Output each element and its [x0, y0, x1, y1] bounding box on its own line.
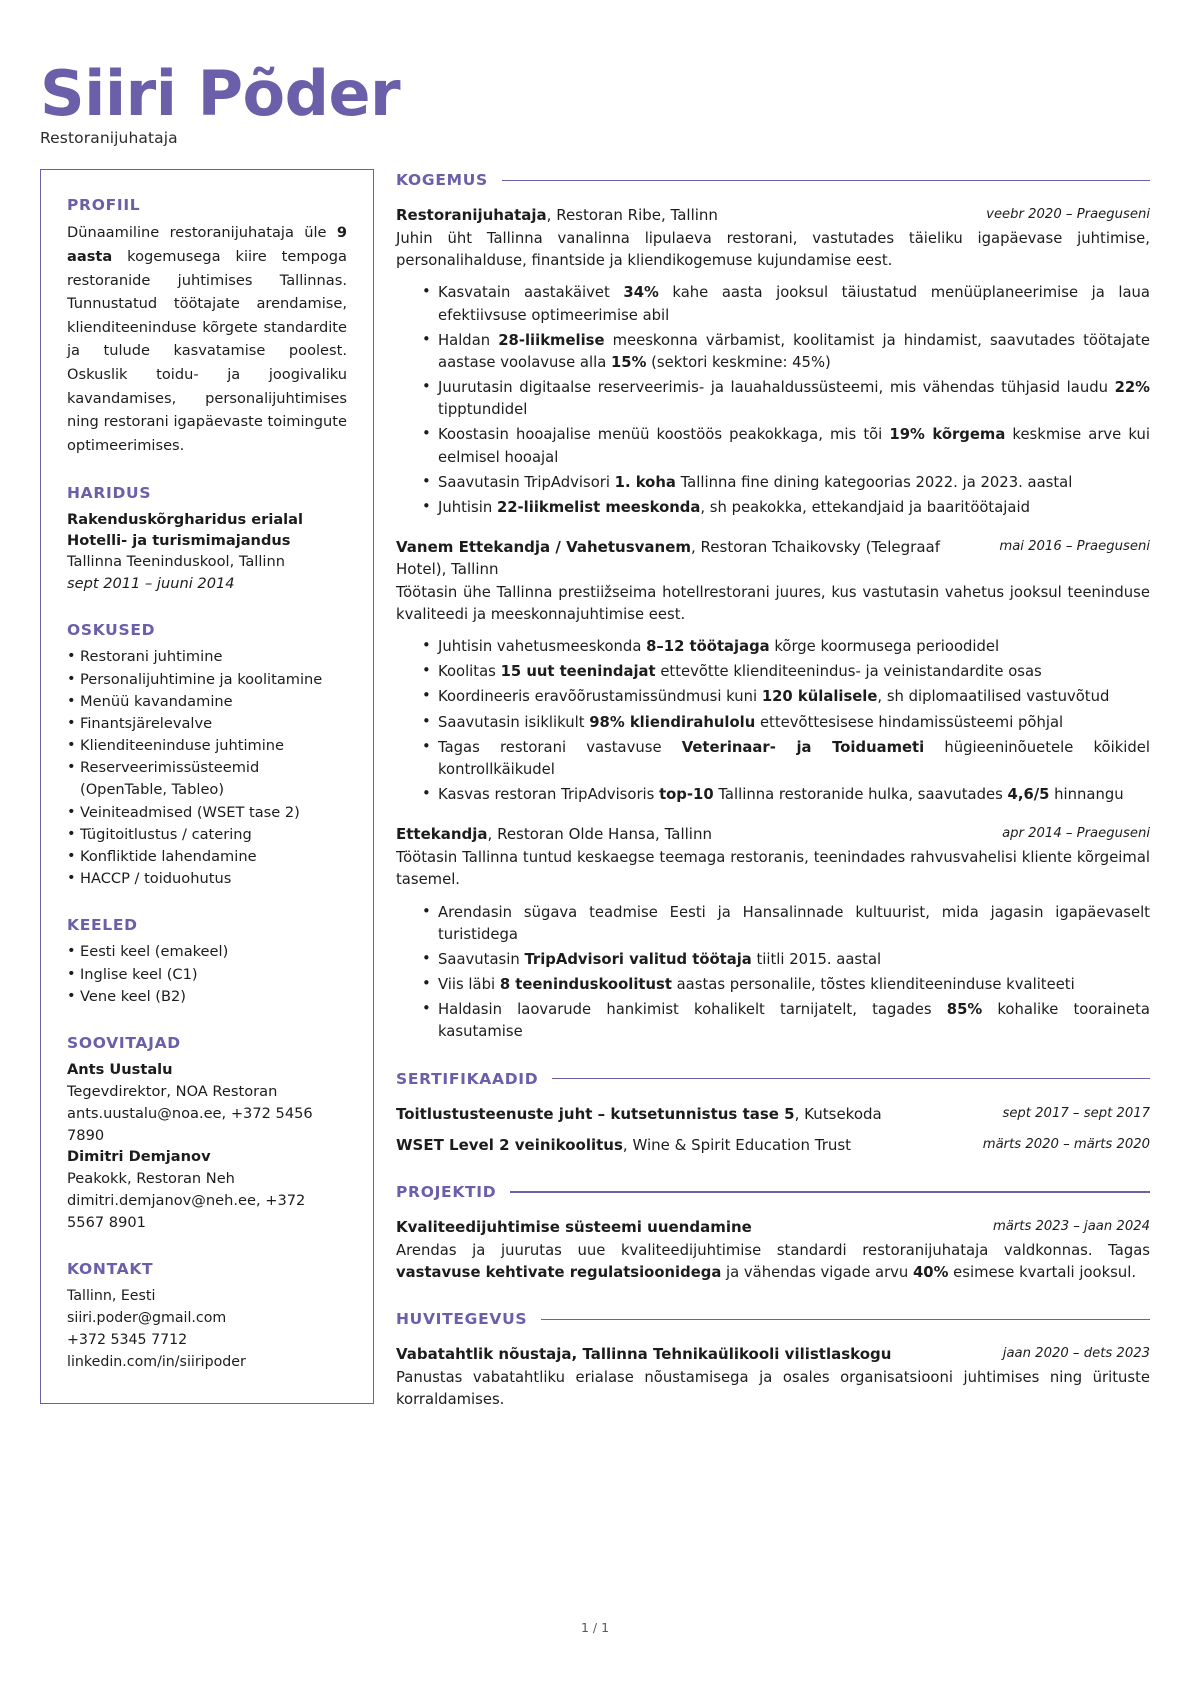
experience-entry [396, 205, 1150, 519]
languages-list [67, 941, 347, 1008]
experience-company: , Restoran Ribe, Tallinn [546, 206, 718, 225]
section-header-experience [396, 171, 1150, 189]
bullet-post: keskmise arve kui eelmisel hooajal [438, 426, 1150, 466]
section-rule [510, 1191, 1150, 1192]
bullet-bold: TripAdvisori valitud töötaja [524, 950, 752, 968]
bullet-bold: 120 külalisele [761, 688, 878, 706]
section-header-certificates [396, 1070, 1150, 1088]
certificate-issuer: , Wine & Spirit Education Trust [622, 1136, 852, 1155]
project-description [396, 1240, 1150, 1284]
contact-email[interactable]: siiri.poder@gmail.com [67, 1309, 227, 1326]
project-desc-post: esimese kvartali jooksul. [948, 1264, 1137, 1282]
bullet-pre: Saavutasin [438, 950, 525, 968]
bullet-post: meeskonna värbamist, koolitamist ja hindamist, saavutades töötajate aastase voolavuse alla [438, 331, 1150, 371]
section-projects [396, 1183, 1150, 1284]
bullet-bold: Veterinaar- ja Toiduameti [681, 738, 925, 756]
bullet-pre: Koordineeris eravõõrustamissündmusi kuni [438, 688, 762, 706]
bullet-post: , sh peakokka, ettekandjaid ja baaritöötajaid [700, 499, 1030, 517]
list-item [422, 282, 1150, 326]
bullet-bold: 8–12 töötajaga [646, 638, 770, 656]
project-desc-bold2: 40% [913, 1264, 949, 1282]
list-item [422, 330, 1150, 374]
experience-entry [396, 824, 1150, 1043]
education-degree-line2: Hotelli- ja turismimajandus [67, 531, 291, 549]
experience-title [396, 537, 981, 581]
sidebar-section-contact [67, 1260, 347, 1373]
reference-item [67, 1146, 347, 1234]
bullet-pre: Koostasin hooajalise menüü koostöös peakokkaga, mis tõi [438, 426, 890, 444]
sidebar-section-profile [67, 196, 347, 457]
list-item [422, 377, 1150, 421]
bullet-pre: Kasvatain aastakäivet [438, 284, 624, 302]
reference-contact: dimitri.demjanov@neh.ee, +372 5567 8901 [67, 1192, 306, 1232]
bullet-post: ettevõttesisese hindamissüsteemi põhjal [755, 713, 1064, 731]
resume-body [0, 147, 1190, 1437]
experience-bullets [396, 902, 1150, 1044]
bullet-post2: hinnangu [1049, 786, 1124, 804]
profile-text-part2: kogemusega kiire tempoga restoranide juhtimises Tallinnas. Tunnustatud töötajate arendamise, klienditeeninduse kõrgete standardite ja tulude kasvatamise poolest. Oskuslik toidu- ja joogivaliku kavandamises, personalijuhtimises ning restorani igapäevaste toimingute optimeerimises. [67, 247, 347, 454]
experience-entry-header [396, 537, 1150, 581]
certificate-title: WSET Level 2 veinikoolitus [396, 1136, 623, 1155]
section-header-projects [396, 1183, 1150, 1201]
sidebar-section-references [67, 1034, 347, 1234]
bullet-post2: (sektori keskmine: 45%) [646, 353, 831, 371]
section-header-hobbies [396, 1310, 1150, 1328]
section-hobbies [396, 1310, 1150, 1411]
section-rule [552, 1078, 1150, 1079]
section-certificates [396, 1070, 1150, 1158]
list-item [422, 686, 1150, 708]
bullet-pre: Saavutasin TripAdvisori [438, 473, 615, 491]
hobby-title [396, 1344, 985, 1366]
list-item: • Inglise keel (C1) [67, 964, 347, 986]
profile-text [67, 221, 347, 457]
list-item: • HACCP / toiduohutus [67, 868, 347, 890]
main-column [396, 169, 1150, 1437]
section-experience [396, 171, 1150, 1043]
list-item: • Menüü kavandamine [67, 691, 347, 713]
list-item [422, 636, 1150, 658]
bullet-pre: Juhtisin [438, 499, 497, 517]
bullet-bold: 85% [946, 1001, 983, 1019]
list-item [422, 712, 1150, 734]
bullet-post: ettevõtte klienditeenindus- ja veinistandardite osas [655, 663, 1042, 681]
experience-bullets [396, 636, 1150, 806]
experience-company: , Restoran Tchaikovsky (Telegraaf Hotel), Tallinn [396, 538, 941, 578]
list-item: • Klienditeeninduse juhtimine [67, 735, 347, 757]
experience-entry-header [396, 824, 1150, 846]
section-rule [502, 180, 1150, 181]
bullet-post: Tallinna fine dining kategoorias 2022. ja 2023. aastal [675, 473, 1073, 491]
certificate-name [396, 1104, 882, 1126]
section-title-hobbies: HUVITEGEVUS [396, 1310, 528, 1329]
section-title-certificates: SERTIFIKAADID [396, 1069, 539, 1088]
experience-bullets [396, 282, 1150, 519]
bullet-bold2: 4,6/5 [1007, 786, 1050, 804]
bullet-post: kohalike tooraineta kasutamise [438, 1001, 1150, 1041]
page-indicator: 1 / 1 [580, 1620, 610, 1635]
hobby-entry-header [396, 1344, 1150, 1366]
education-degree-line1: Rakenduskõrgharidus erialal [67, 510, 304, 528]
list-item: • Veiniteadmised (WSET tase 2) [67, 802, 347, 824]
project-desc-mid: ja vähendas vigade arvu [721, 1264, 914, 1282]
bullet-pre: Kasvas restoran TripAdvisoris [438, 786, 660, 804]
bullet-post: tipptundidel [438, 401, 528, 419]
hobby-description: Panustas vabatahtliku erialase nõustamisega ja osales organisatsiooni juhtimises ning ürituste korraldamises. [396, 1369, 1150, 1409]
list-item [422, 737, 1150, 781]
experience-role: Vanem Ettekandja / Vahetusvanem [396, 538, 691, 557]
list-item: • Vene keel (B2) [67, 986, 347, 1008]
skills-list [67, 646, 347, 890]
experience-date: veebr 2020 – Praeguseni [986, 207, 1150, 223]
section-title-experience: KOGEMUS [396, 171, 488, 190]
sidebar-section-skills [67, 621, 347, 890]
reference-contact: ants.uustalu@noa.ee, +372 5456 7890 [67, 1104, 313, 1144]
bullet-pre: Tagas restorani vastavuse [438, 738, 682, 756]
bullet-post: Tallinna restoranide hulka, saavutades [713, 786, 1008, 804]
list-item: • Reserveerimissüsteemid (OpenTable, Tableo) [67, 757, 347, 801]
experience-date: mai 2016 – Praeguseni [999, 539, 1150, 555]
bullet-pre: Juurutasin digitaalse reserveerimis- ja lauahaldussüsteemi, mis vähendas tühjasid laudu [438, 379, 1115, 397]
experience-description: Juhin üht Tallinna vanalinna lipulaeva restorani, vastutades täieliku igapäevase juhtimise, personalihalduse, finantside ja kliendikogemuse kujundamise eest. [396, 229, 1150, 270]
bullet-pre: Arendasin sügava teadmise Eesti ja Hansalinnade kultuurist, mida jagasin igapäevaselt turistidega [438, 903, 1150, 943]
experience-title [396, 824, 984, 846]
education-date: sept 2011 – juuni 2014 [67, 574, 235, 592]
bullet-bold: 19% kõrgema [889, 426, 1006, 444]
candidate-job-title: Restoranijuhataja [40, 129, 178, 148]
hobby-name: Vabatahtlik nõustaja, Tallinna Tehnikaülikooli vilistlaskogu [396, 1345, 892, 1364]
reference-name: Ants Uustalu [67, 1060, 173, 1078]
list-item [422, 999, 1150, 1043]
contact-phone[interactable]: +372 5345 7712 [67, 1331, 188, 1348]
list-item [422, 902, 1150, 946]
bullet-pre: Saavutasin isiklikult [438, 713, 590, 731]
project-title [396, 1217, 975, 1239]
experience-role: Ettekandja [396, 825, 488, 844]
list-item [422, 472, 1150, 494]
bullet-post: kahe aasta jooksul täiustatud menüüplaneerimise ja laua efektiivsuse optimeerimise abil [438, 284, 1150, 324]
sidebar-heading-education: HARIDUS [67, 483, 152, 502]
sidebar [40, 169, 374, 1404]
sidebar-heading-skills: OSKUSED [67, 621, 156, 640]
hobby-entry [396, 1344, 1150, 1411]
bullet-bold: 15 uut teenindajat [500, 663, 656, 681]
sidebar-heading-profile: PROFIIL [67, 196, 141, 215]
list-item: • Eesti keel (emakeel) [67, 941, 347, 963]
bullet-bold: 22-liikmelist meeskonda [496, 499, 701, 517]
bullet-bold: 8 teeninduskoolitust [499, 976, 672, 994]
bullet-bold: 34% [623, 284, 659, 302]
experience-company: , Restoran Olde Hansa, Tallinn [487, 825, 712, 844]
reference-role: Peakokk, Restoran Neh [67, 1170, 235, 1188]
contact-location: Tallinn, Eesti [67, 1287, 156, 1304]
certificate-title: Toitlustusteenuste juht – kutsetunnistus tase 5 [396, 1104, 795, 1123]
bullet-bold: top-10 [659, 786, 714, 804]
reference-role: Tegevdirektor, NOA Restoran [67, 1082, 278, 1100]
experience-description: Töötasin ühe Tallinna prestiižseima hotellrestorani juures, kus vastutasin vahetus jooksul teeninduse kvaliteedi ja meeskonnajuhtimise eest. [396, 583, 1150, 623]
reference-name: Dimitri Demjanov [67, 1148, 211, 1166]
experience-entry-header [396, 205, 1150, 227]
sidebar-heading-contact: KONTAKT [67, 1259, 154, 1278]
project-name: Kvaliteedijuhtimise süsteemi uuendamine [396, 1218, 752, 1237]
reference-item [67, 1059, 347, 1147]
bullet-pre: Koolitas [438, 663, 501, 681]
bullet-pre: Juhtisin vahetusmeeskonda [438, 638, 647, 656]
bullet-post: , sh diplomaatilised vastuvõtud [877, 688, 1110, 706]
bullet-pre: Haldasin laovarude hankimist kohalikelt tarnijatelt, tagades [438, 1001, 947, 1019]
list-item: • Personalijuhtimine ja koolitamine [67, 669, 347, 691]
sidebar-heading-languages: KEELED [67, 916, 138, 935]
list-item: • Restorani juhtimine [67, 646, 347, 668]
project-entry-header [396, 1217, 1150, 1239]
bullet-bold: 28-liikmelise [498, 331, 605, 349]
certificate-row [396, 1104, 1150, 1126]
bullet-bold: 22% [1114, 379, 1150, 397]
certificate-date: märts 2020 – märts 2020 [982, 1137, 1150, 1153]
bullet-bold2: 15% [610, 353, 647, 371]
project-desc-bold: vastavuse kehtivate regulatsioonidega [396, 1264, 722, 1282]
profile-text-part1: Dünaamiline restoranijuhataja üle [67, 224, 337, 242]
project-entry [396, 1217, 1150, 1284]
contact-linkedin[interactable]: linkedin.com/in/siiripoder [67, 1353, 246, 1370]
list-item: • Konfliktide lahendamine [67, 846, 347, 868]
education-school: Tallinna Teeninduskool, Tallinn [67, 552, 285, 570]
experience-role: Restoranijuhataja [396, 206, 547, 225]
page-footer [0, 1620, 1190, 1635]
list-item: • Finantsjärelevalve [67, 713, 347, 735]
bullet-bold: 1. koha [614, 473, 676, 491]
sidebar-section-education [67, 484, 347, 596]
certificate-date: sept 2017 – sept 2017 [1002, 1105, 1150, 1121]
list-item [422, 424, 1150, 468]
resume-header [0, 0, 1190, 147]
experience-description: Töötasin Tallinna tuntud keskaegse teemaga restoranis, teenindades rahvusvahelisi kliente kõrgeimal tasemel. [396, 849, 1150, 889]
list-item [422, 949, 1150, 971]
certificate-name [396, 1135, 851, 1157]
section-title-projects: PROJEKTID [396, 1183, 497, 1202]
bullet-bold: 98% kliendirahulolu [589, 713, 756, 731]
list-item [422, 497, 1150, 519]
certificate-issuer: , Kutsekoda [794, 1104, 882, 1123]
list-item [422, 661, 1150, 683]
sidebar-heading-references: SOOVITAJAD [67, 1033, 181, 1052]
list-item [422, 974, 1150, 996]
bullet-pre: Haldan [438, 331, 499, 349]
sidebar-section-languages [67, 916, 347, 1008]
experience-entry [396, 537, 1150, 806]
profile-text-bold: 9 aasta [67, 224, 347, 265]
section-rule [541, 1319, 1150, 1320]
bullet-post: tiitli 2015. aastal [751, 950, 882, 968]
experience-date: apr 2014 – Praeguseni [1002, 826, 1150, 842]
bullet-pre: Viis läbi [438, 976, 500, 994]
experience-title [396, 205, 968, 227]
list-item: • Tügitoitlustus / catering [67, 824, 347, 846]
bullet-post: kõrge koormusega perioodidel [769, 638, 1000, 656]
bullet-post: hügieeninõuetele kõikidel kontrollkäikudel [438, 738, 1150, 779]
project-date: märts 2023 – jaan 2024 [992, 1219, 1150, 1235]
candidate-name: Siiri Põder [40, 57, 401, 130]
project-desc-pre: Arendas ja juurutas uue kvaliteedijuhtimise standardi restoranijuhataja valdkonnas. Tagas [396, 1241, 1150, 1259]
list-item [422, 784, 1150, 806]
bullet-post: aastas personalile, tõstes klienditeeninduse kvaliteeti [671, 976, 1075, 994]
hobby-date: jaan 2020 – dets 2023 [1002, 1346, 1150, 1362]
certificate-row [396, 1135, 1150, 1157]
